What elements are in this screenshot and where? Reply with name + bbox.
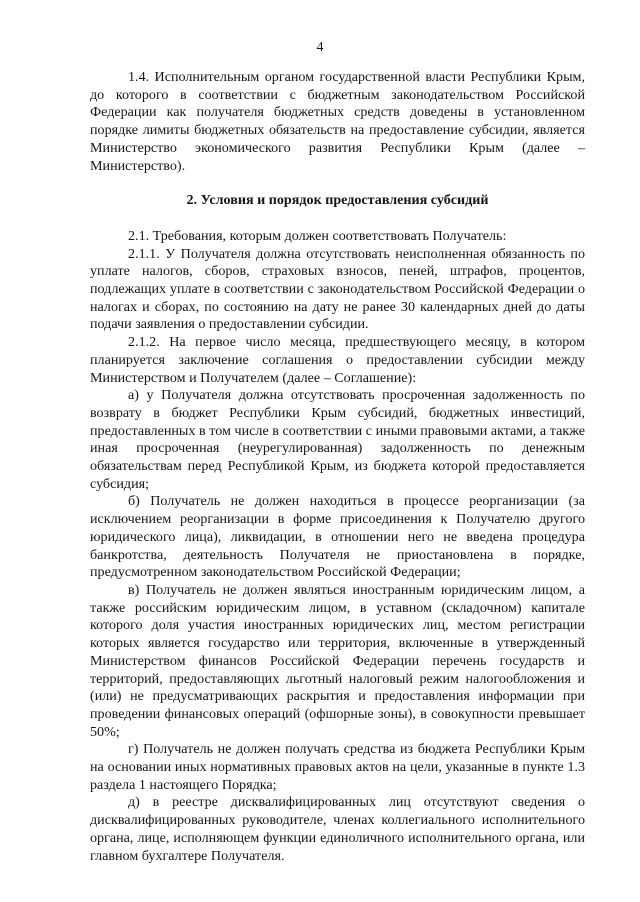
paragraph-item-v: в) Получатель не должен являться иностранным юридическим лицом, а также российским юридическим лицом, в уставном (складочном) капитале которого доля участия иностранных юридических лиц, местом регистрации которых является государство или территория, включенные в утвержденный Министерством финансов Российской Федерации перечень государств и территорий, предоставляющих льготный налоговый режим налогообложения и (или) не предусматривающих раскрытия и предоставления информации при проведении финансовых операций (офшорные зоны), в совокупности превышает 50%; bbox=[90, 581, 585, 740]
paragraph-item-b: б) Получатель не должен находиться в процессе реорганизации (за исключением реорганизации в форме присоединения к Получателю другого юридического лица), ликвидации, в отношении него не введена процедура банкротства, деятельность Получателя не приостановлена в порядке, предусмотренном законодательством Российской Федерации; bbox=[90, 493, 585, 581]
document-body bbox=[90, 69, 585, 865]
paragraph-2-1: 2.1. Требования, которым должен соответствовать Получатель: bbox=[128, 227, 507, 244]
paragraph-2-1-1: 2.1.1. У Получателя должна отсутствовать неисполненная обязанность по уплате налогов, сборов, страховых взносов, пеней, штрафов, процентов, подлежащих уплате в соответствии с законодательством Российской Федерации о налогах и сборах, по состоянию на дату не ранее 30 календарных дней до даты подачи заявления о предоставлении субсидии. bbox=[90, 245, 585, 333]
paragraph-1-4: 1.4. Исполнительным органом государственной власти Республики Крым, до которого в соответствии с бюджетным законодательством Российской Федерации как получателя бюджетных средств доведены в установленном порядке лимиты бюджетных обязательств на предоставление субсидии, является Министерство экономического развития Республики Крым (далее – Министерство). bbox=[90, 69, 585, 174]
paragraph-item-a: а) у Получателя должна отсутствовать просроченная задолженность по возврату в бюджет Республики Крым субсидий, бюджетных инвестиций, предоставленных в том числе в соответствии с иными правовыми актами, а также иная просроченная (неурегулированная) задолженность по денежным обязательствам перед Республикой Крым, из бюджета которой предоставляется субсидия; bbox=[90, 387, 585, 492]
paragraph-item-d: д) в реестре дисквалифицированных лиц отсутствуют сведения о дисквалифицированных руководителе, членах коллегиального исполнительного органа, лице, исполняющем функции единоличного исполнительного органа, или главном бухгалтере Получателя. bbox=[90, 794, 585, 864]
section-heading: 2. Условия и порядок предоставления субсидий bbox=[186, 192, 489, 209]
paragraph-2-1-2: 2.1.2. На первое число месяца, предшествующего месяцу, в котором планируется заключение соглашения о предоставлении субсидии между Министерством и Получателем (далее – Соглашение): bbox=[90, 334, 585, 386]
page-number: 4 bbox=[316, 40, 324, 55]
paragraph-item-g: г) Получатель не должен получать средства из бюджета Республики Крым на основании иных нормативных правовых актов на цели, указанные в пункте 1.3 раздела 1 настоящего Порядка; bbox=[90, 741, 585, 793]
